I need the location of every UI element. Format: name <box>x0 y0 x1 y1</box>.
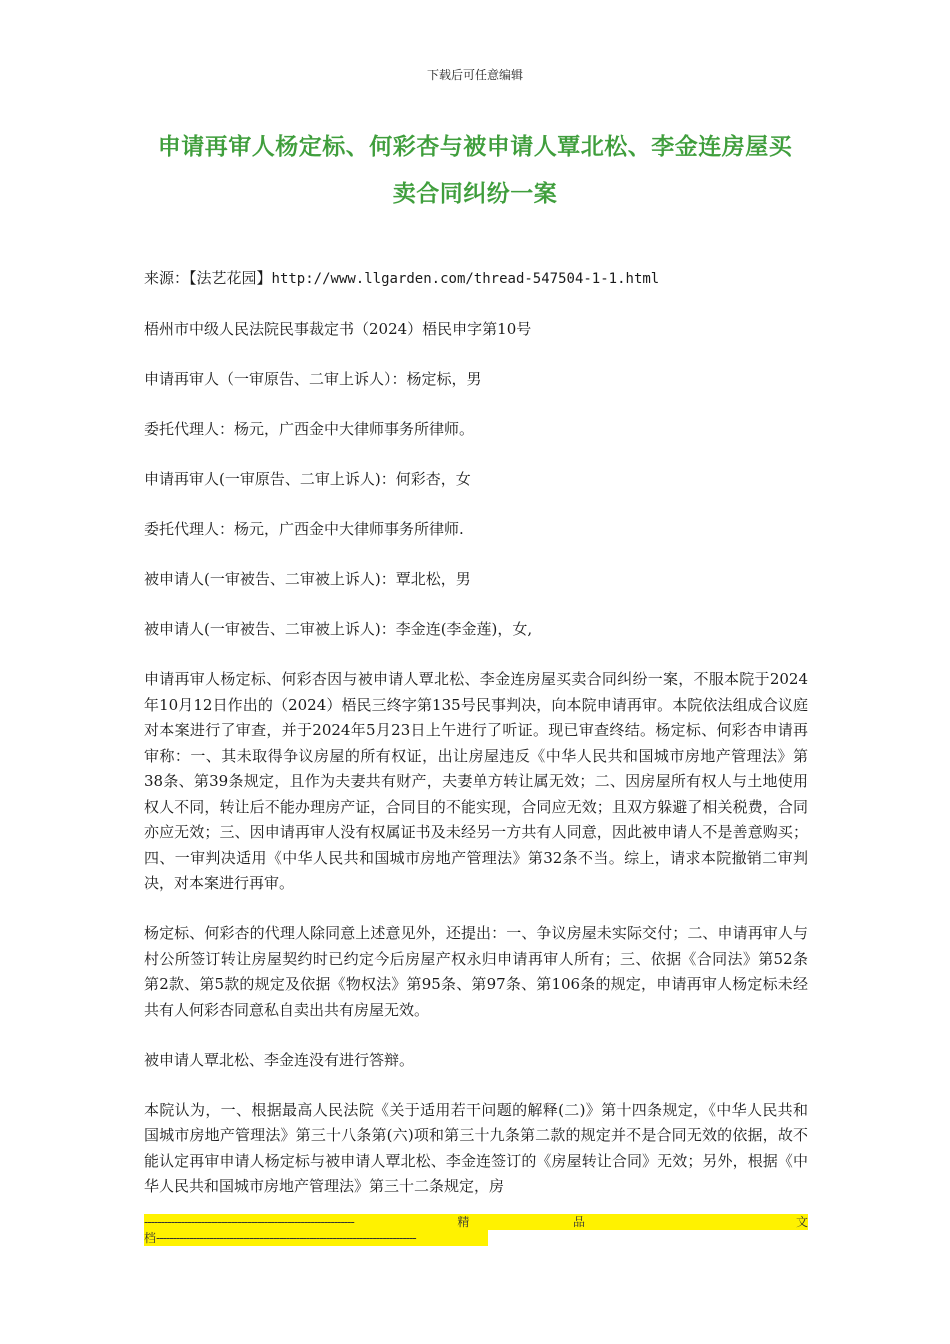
footer-char-dang: 档 <box>144 1231 157 1245</box>
document-body <box>144 266 808 1200</box>
paragraph-respondent-2: 被申请人(一审被告、二审被上诉人)：李金连(李金莲)，女, <box>144 620 533 638</box>
paragraph-court: 梧州市中级人民法院民事裁定书（2024）梧民申字第10号 <box>144 320 532 338</box>
footer-char-wen: 文 <box>795 1215 808 1229</box>
paragraph-no-defense: 被申请人覃北松、李金连没有进行答辩。 <box>144 1050 415 1069</box>
footer-line-2 <box>144 1230 488 1246</box>
source-line <box>144 266 808 293</box>
paragraph-applicant-1: 申请再审人（一审原告、二审上诉人）：杨定标，男 <box>144 370 482 388</box>
footer-dashes-left: --------------------------------------------------------------- <box>144 1215 354 1229</box>
footer-line-1 <box>144 1214 808 1230</box>
paragraph-court-opinion: 本院认为，一、根据最高人民法院《关于适用若干问题的解释(二)》第十四条规定，《中华人民共和国城市房地产管理法》第三十八条第(六)项和第三十九条第二款的规定并不是合同无效的依据，故不能认定再审申请人杨定标与被申请人覃北松、李金连签订的《房屋转让合同》无效；另外，根据《中华人民共和国城市房地产管理法》第三十二条规定，房 <box>144 1100 808 1195</box>
paragraph-applicant-2: 申请再审人(一审原告、二审上诉人)：何彩杏，女 <box>144 470 471 488</box>
footer-dashes-right: ------------------------------------------------------------------------------ <box>156 1231 416 1245</box>
footer-spacer <box>689 1214 693 1230</box>
source-label: 来源：【法艺花园】 <box>144 269 272 287</box>
header-note: 下载后可任意编辑 <box>426 68 523 82</box>
paragraph-agent-2: 委托代理人：杨元，广西金中大律师事务所律师. <box>144 520 464 538</box>
footer-watermark-band <box>144 1214 808 1246</box>
paragraph-agent-1: 委托代理人：杨元，广西金中大律师事务所律师。 <box>144 420 475 438</box>
footer-char-pin: 品 <box>572 1215 585 1229</box>
paragraph-respondent-1: 被申请人(一审被告、二审被上诉人)：覃北松，男 <box>144 570 471 588</box>
paragraph-claims: 申请再审人杨定标、何彩杏因与被申请人覃北松、李金连房屋买卖合同纠纷一案，不服本院于2024年10月12日作出的（2024）梧民三终字第135号民事判决，向本院申请再审。本院依法组成合议庭对本案进行了审查，并于2024年5月23日上午进行了听证。现已审查终结。杨定标、何彩杏申请再审称：一、其未取得争议房屋的所有权证，出让房屋违反《中华人民共和国城市房地产管理法》第38条、第39条规定，且作为夫妻共有财产，夫妻单方转让属无效；二、因房屋所有权人与土地使用权人不同，转让后不能办理房产证，合同目的不能实现，合同应无效；且双方躲避了相关税费，合同亦应无效；三、因申请再审人没有权属证书及未经另一方共有人同意，因此被申请人不是善意购买；四、一审判决适用《中华人民共和国城市房地产管理法》第32条不当。综上，请求本院撤销二审判决，对本案进行再审。 <box>144 670 808 892</box>
paragraph-agent-opinion: 杨定标、何彩杏的代理人除同意上述意见外，还提出：一、争议房屋未实际交付；二、申请再审人与村公所签订转让房屋契约时已约定今后房屋产权永归申请再审人所有；三、依据《合同法》第52条第2款、第5款的规定及依据《物权法》第95条、第97条、第106条的规定，申请再审人杨定标未经共有人何彩杏同意私自卖出共有房屋无效。 <box>144 924 808 1019</box>
footer-char-jing: 精 <box>457 1215 470 1229</box>
document-title: 申请再审人杨定标、何彩杏与被申请人覃北松、李金连房屋买卖合同纠纷一案 <box>157 134 793 207</box>
source-url[interactable]: http://www.llgarden.com/thread-547504-1-1.html <box>271 271 660 287</box>
